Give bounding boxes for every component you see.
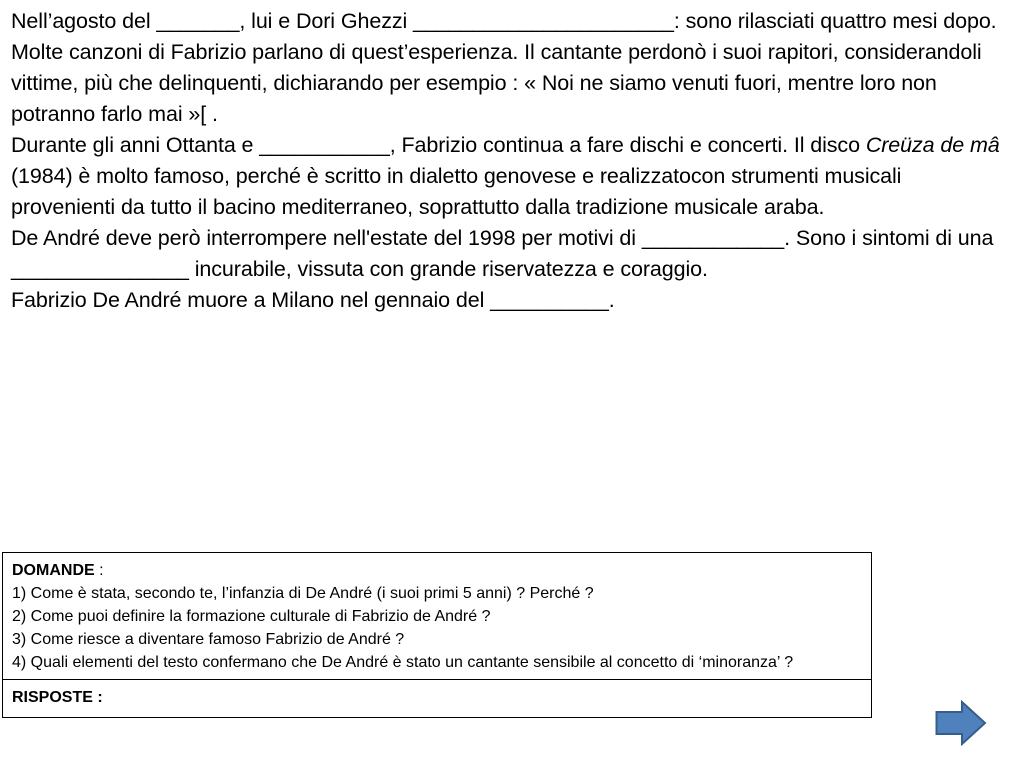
questions-heading bbox=[12, 559, 863, 582]
paragraph-illness: De André deve però interrompere nell'estate del 1998 per motivi di ____________. Sono i sintomi di una _______________ incurabile, vissuta con grande riservatezza e coraggio. bbox=[11, 226, 994, 281]
answers-label: RISPOSTE : bbox=[12, 689, 103, 706]
paragraph-eighties-end: (1984) è molto famoso, perché è scritto in dialetto genovese e realizzatocon strumenti musicali provenienti da tutto il bacino mediterraneo, soprattutto dalla tradizione musicale araba. bbox=[11, 164, 902, 219]
paragraph-eighties-start: Durante gli anni Ottanta e ___________, Fabrizio continua a fare dischi e concerti. Il disco bbox=[11, 133, 866, 157]
next-slide-button[interactable] bbox=[935, 700, 987, 746]
questions-row bbox=[3, 553, 872, 680]
arrow-right-icon[interactable] bbox=[937, 702, 986, 744]
body-text bbox=[11, 6, 1011, 316]
question-2: 2) Come puoi definire la formazione culturale di Fabrizio de André ? bbox=[12, 608, 491, 625]
questions-table bbox=[2, 552, 872, 718]
questions-heading-suffix: : bbox=[94, 562, 104, 579]
answers-cell[interactable] bbox=[3, 680, 872, 718]
paragraph-death: Fabrizio De André muore a Milano nel gennaio del __________. bbox=[11, 288, 615, 312]
questions-cell bbox=[3, 553, 872, 680]
question-3: 3) Come riesce a diventare famoso Fabrizio de André ? bbox=[12, 631, 405, 648]
answers-row bbox=[3, 680, 872, 718]
paragraph-eighties bbox=[11, 130, 1011, 223]
question-4: 4) Quali elementi del testo confermano che De André è stato un cantante sensibile al concetto di ‘minoranza’ ? bbox=[12, 654, 794, 671]
questions-heading-label: DOMANDE bbox=[12, 562, 95, 579]
album-title: Creüza de mâ bbox=[865, 133, 1000, 157]
question-1: 1) Come è stata, secondo te, l’infanzia di De André (i suoi primi 5 anni) ? Perché ? bbox=[12, 585, 594, 602]
paragraph-kidnapping: Nell’agosto del _______, lui e Dori Ghezzi ______________________: sono rilasciati quattro mesi dopo. Molte canzoni di Fabrizio parlano di quest’esperienza. Il cantante perdonò i suoi rapitori, considerandoli vittime, più che delinquenti, dichiarando per esempio : « Noi ne siamo venuti fuori, mentre loro non potranno farlo mai »[ . bbox=[11, 9, 997, 126]
